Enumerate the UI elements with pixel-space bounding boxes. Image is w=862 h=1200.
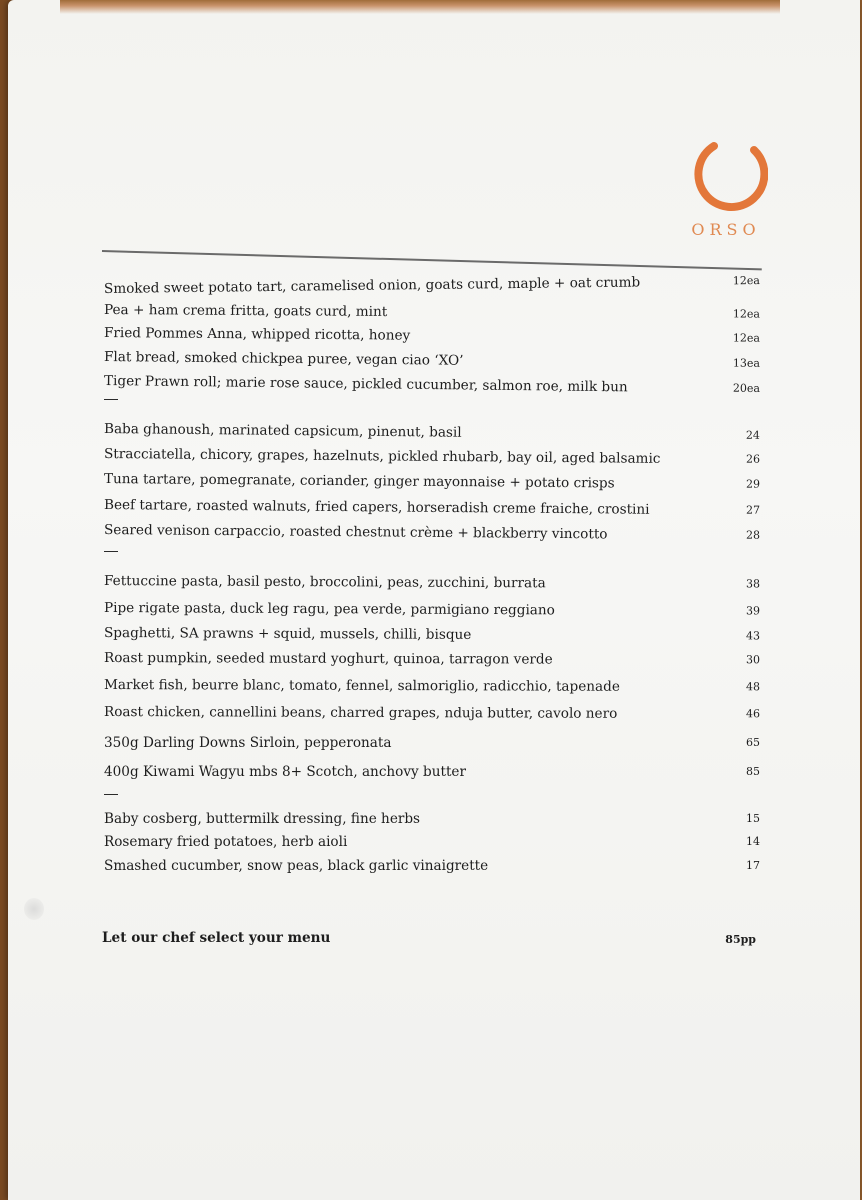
menu-item-name: Smashed cucumber, snow peas, black garlic vinaigrette — [104, 858, 489, 874]
menu-item — [104, 732, 760, 754]
menu-item-name: Smoked sweet potato tart, caramelised onion, goats curd, maple + oat crumb — [103, 274, 641, 297]
menu-item-name: Flat bread, smoked chickpea puree, vegan ciao ‘XO’ — [103, 349, 464, 369]
menu-item-name: Roast chicken, cannellini beans, charred grapes, nduja butter, cavolo nero — [103, 704, 618, 722]
menu-item-price: 12ea — [732, 307, 761, 321]
menu-item — [104, 443, 760, 471]
menu-item-name: Tuna tartare, pomegranate, coriander, ginger mayonnaise + potato crisps — [103, 471, 615, 492]
menu-item — [104, 674, 760, 698]
menu-item — [104, 370, 760, 400]
menu-item-price: 14 — [746, 835, 760, 848]
menu-item — [104, 519, 760, 547]
menu-item — [104, 855, 760, 877]
menu-item-price: 46 — [745, 707, 761, 721]
section-divider — [104, 794, 118, 795]
menu-item — [104, 808, 760, 830]
menu-item — [104, 418, 760, 447]
menu-item-name: Rosemary fried potatoes, herb aioli — [104, 834, 348, 850]
menu-item-price: 38 — [745, 577, 761, 591]
menu-item-price: 29 — [745, 477, 761, 491]
menu-item-name: Pea + ham crema fritta, goats curd, mint — [103, 302, 388, 320]
menu-item — [104, 761, 760, 783]
menu-item-name: Stracciatella, chicory, grapes, hazelnuts, pickled rhubarb, bay oil, aged balsamic — [103, 446, 661, 467]
chef-select-price: 85pp — [725, 933, 756, 946]
menu-item-name: Beef tartare, roasted walnuts, fried capers, horseradish creme fraiche, crostini — [103, 497, 650, 518]
menu-item-price: 43 — [745, 629, 761, 643]
menu-item — [104, 647, 760, 671]
menu-item-price: 20ea — [732, 381, 761, 396]
menu-item — [104, 831, 760, 853]
brand-name: ORSO — [691, 220, 761, 239]
menu-item-price: 24 — [745, 428, 761, 442]
chef-select-label: Let our chef select your menu — [102, 930, 331, 946]
menu-item-price: 30 — [745, 653, 761, 667]
menu-item-name: Seared venison carpaccio, roasted chestnut crème + blackberry vincotto — [103, 522, 608, 543]
menu-item-price: 39 — [745, 604, 761, 618]
menu-item-price: 12ea — [732, 331, 761, 345]
menu-item-price: 48 — [745, 680, 761, 694]
menu-item-price: 27 — [745, 503, 761, 517]
menu-item — [104, 322, 760, 350]
menu-item — [104, 468, 760, 496]
menu-item-price: 12ea — [732, 273, 761, 288]
menu-item-name: Spaghetti, SA prawns + squid, mussels, chilli, bisque — [103, 625, 472, 643]
chef-select-offer — [102, 926, 756, 950]
menu-item-price: 85 — [746, 765, 760, 778]
menu-item-name: Baba ghanoush, marinated capsicum, pinenut, basil — [103, 421, 462, 441]
menu-item — [104, 622, 760, 647]
menu-item — [104, 270, 760, 300]
menu-item-name: Fettuccine pasta, basil pesto, broccolini, peas, zucchini, burrata — [103, 573, 546, 592]
menu-item-name: 350g Darling Downs Sirloin, pepperonata — [104, 735, 392, 751]
menu-item-price: 26 — [745, 452, 761, 466]
menu-item-name: Market fish, beurre blanc, tomato, fennel, salmoriglio, radicchio, tapenade — [103, 677, 620, 695]
menu-item — [104, 597, 760, 622]
section-divider — [104, 399, 118, 400]
menu-item — [104, 701, 760, 725]
menu-item-price: 15 — [746, 812, 760, 825]
menu-item-price: 65 — [746, 736, 760, 749]
menu-item-name: 400g Kiwami Wagyu mbs 8+ Scotch, anchovy butter — [104, 764, 466, 780]
menu-item-name: Baby cosberg, buttermilk dressing, fine herbs — [104, 811, 421, 827]
menu-item-price: 13ea — [732, 356, 761, 370]
menu-item — [104, 570, 760, 595]
menu-item — [104, 494, 760, 522]
menu-item-price: 28 — [745, 528, 761, 542]
menu-item-name: Roast pumpkin, seeded mustard yoghurt, quinoa, tarragon verde — [103, 650, 553, 668]
section-divider — [104, 551, 118, 552]
menu-item-name: Tiger Prawn roll; marie rose sauce, pickled cucumber, salmon roe, milk bun — [103, 373, 628, 396]
menu-item-name: Fried Pommes Anna, whipped ricotta, honey — [103, 325, 411, 344]
menu-item-price: 17 — [746, 859, 760, 872]
menu-item — [104, 299, 760, 326]
menu-item-name: Pipe rigate pasta, duck leg ragu, pea verde, parmigiano reggiano — [103, 600, 555, 619]
